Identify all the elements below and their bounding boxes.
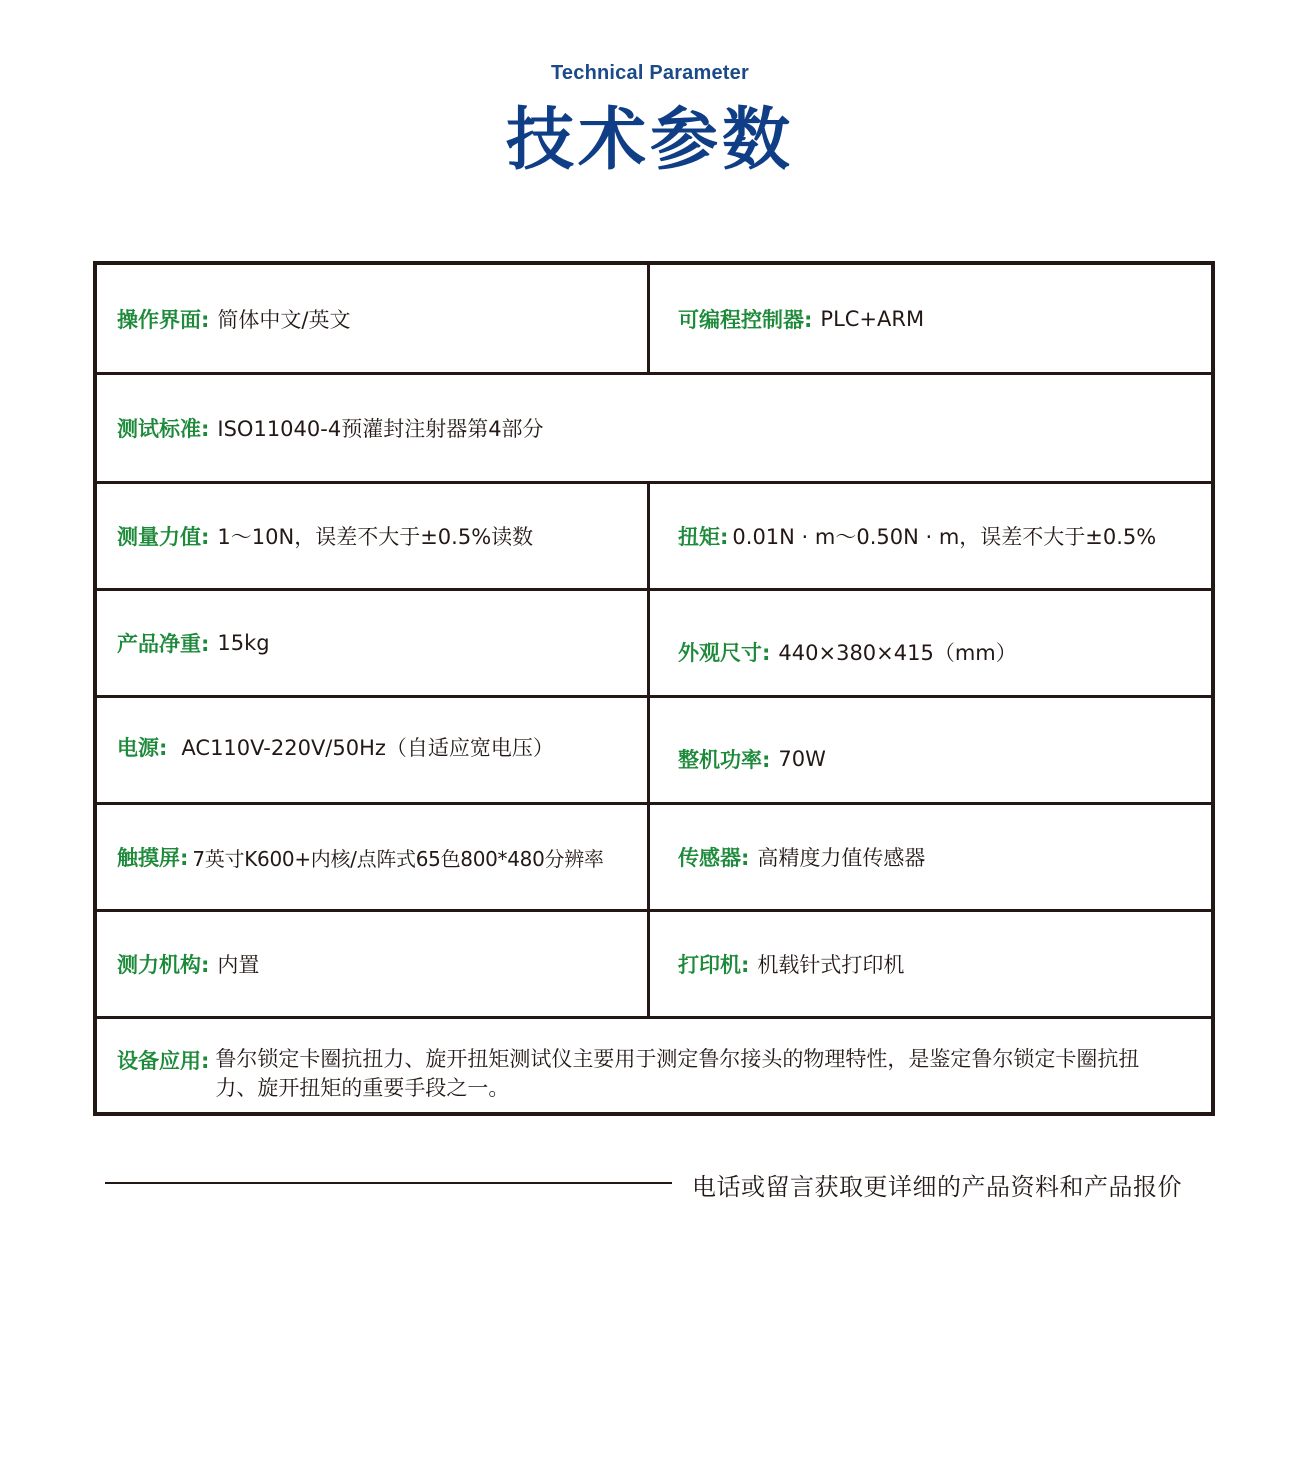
spec-label: 触摸屏: bbox=[117, 846, 189, 870]
spec-value: 7英寸K600+内核/点阵式65色800*480分辨率 bbox=[192, 846, 604, 871]
spec-cell-power-rating bbox=[650, 698, 1211, 802]
spec-label: 电源: bbox=[117, 736, 168, 760]
spec-value: 内置 bbox=[217, 953, 260, 977]
spec-cell-standard bbox=[97, 375, 1211, 481]
spec-value: 15kg bbox=[217, 631, 270, 655]
spec-row-force bbox=[97, 484, 1211, 591]
spec-value: 高精度力值传感器 bbox=[757, 846, 926, 870]
spec-cell-interface bbox=[97, 265, 650, 372]
spec-cell-torque bbox=[650, 484, 1211, 588]
spec-row-interface bbox=[97, 265, 1211, 375]
page-title: 技术参数 bbox=[505, 101, 794, 180]
spec-label: 传感器: bbox=[678, 846, 750, 870]
spec-label: 测力机构: bbox=[117, 953, 210, 977]
footer-contact-text: 电话或留言获取更详细的产品资料和产品报价 bbox=[692, 1173, 1182, 1201]
spec-label: 测量力值: bbox=[117, 525, 210, 549]
spec-label: 整机功率: bbox=[678, 748, 771, 772]
spec-cell-mechanism bbox=[97, 912, 650, 1016]
spec-value: 70W bbox=[778, 747, 826, 771]
spec-row-mechanism bbox=[97, 912, 1211, 1019]
spec-cell-weight bbox=[97, 591, 650, 695]
spec-cell-printer bbox=[650, 912, 1211, 1016]
spec-row-touchscreen bbox=[97, 805, 1211, 912]
spec-cell-force bbox=[97, 484, 650, 588]
spec-cell-controller bbox=[650, 265, 1211, 372]
spec-value: 机载针式打印机 bbox=[757, 953, 905, 977]
spec-cell-dimensions bbox=[650, 591, 1211, 695]
spec-row-standard bbox=[97, 375, 1211, 484]
footer-divider bbox=[105, 1182, 672, 1184]
page-subtitle: Technical Parameter bbox=[551, 62, 749, 84]
spec-value: 鲁尔锁定卡圈抗扭力、旋开扭矩测试仪主要用于测定鲁尔接头的物理特性，是鉴定鲁尔锁定卡圈抗扭力、旋开扭矩的重要手段之一。 bbox=[215, 1047, 1140, 1100]
spec-table bbox=[93, 261, 1215, 1116]
spec-label: 产品净重: bbox=[117, 632, 210, 656]
spec-label: 外观尺寸: bbox=[678, 641, 771, 665]
spec-value: 0.01N · m～0.50N · m，误差不大于±0.5% bbox=[732, 525, 1157, 549]
spec-value: 1～10N，误差不大于±0.5%读数 bbox=[217, 525, 534, 549]
spec-label: 测试标准: bbox=[117, 417, 210, 441]
spec-label: 打印机: bbox=[678, 953, 750, 977]
spec-row-application bbox=[97, 1019, 1211, 1112]
spec-cell-sensor bbox=[650, 805, 1211, 909]
spec-value: PLC+ARM bbox=[820, 306, 925, 331]
spec-value: 简体中文/英文 bbox=[217, 307, 351, 332]
spec-row-power bbox=[97, 698, 1211, 805]
spec-label: 操作界面: bbox=[117, 307, 210, 332]
spec-label: 可编程控制器: bbox=[678, 307, 813, 332]
spec-cell-touchscreen bbox=[97, 805, 650, 909]
spec-value: 440×380×415（mm） bbox=[778, 641, 1017, 665]
spec-row-weight bbox=[97, 591, 1211, 698]
spec-value: AC110V-220V/50Hz（自适应宽电压） bbox=[181, 736, 554, 760]
spec-label: 扭矩: bbox=[678, 525, 729, 549]
spec-label: 设备应用: bbox=[117, 1049, 210, 1073]
spec-cell-power-supply bbox=[97, 698, 650, 802]
spec-value: ISO11040-4预灌封注射器第4部分 bbox=[217, 417, 544, 441]
spec-cell-application bbox=[97, 1019, 1211, 1112]
